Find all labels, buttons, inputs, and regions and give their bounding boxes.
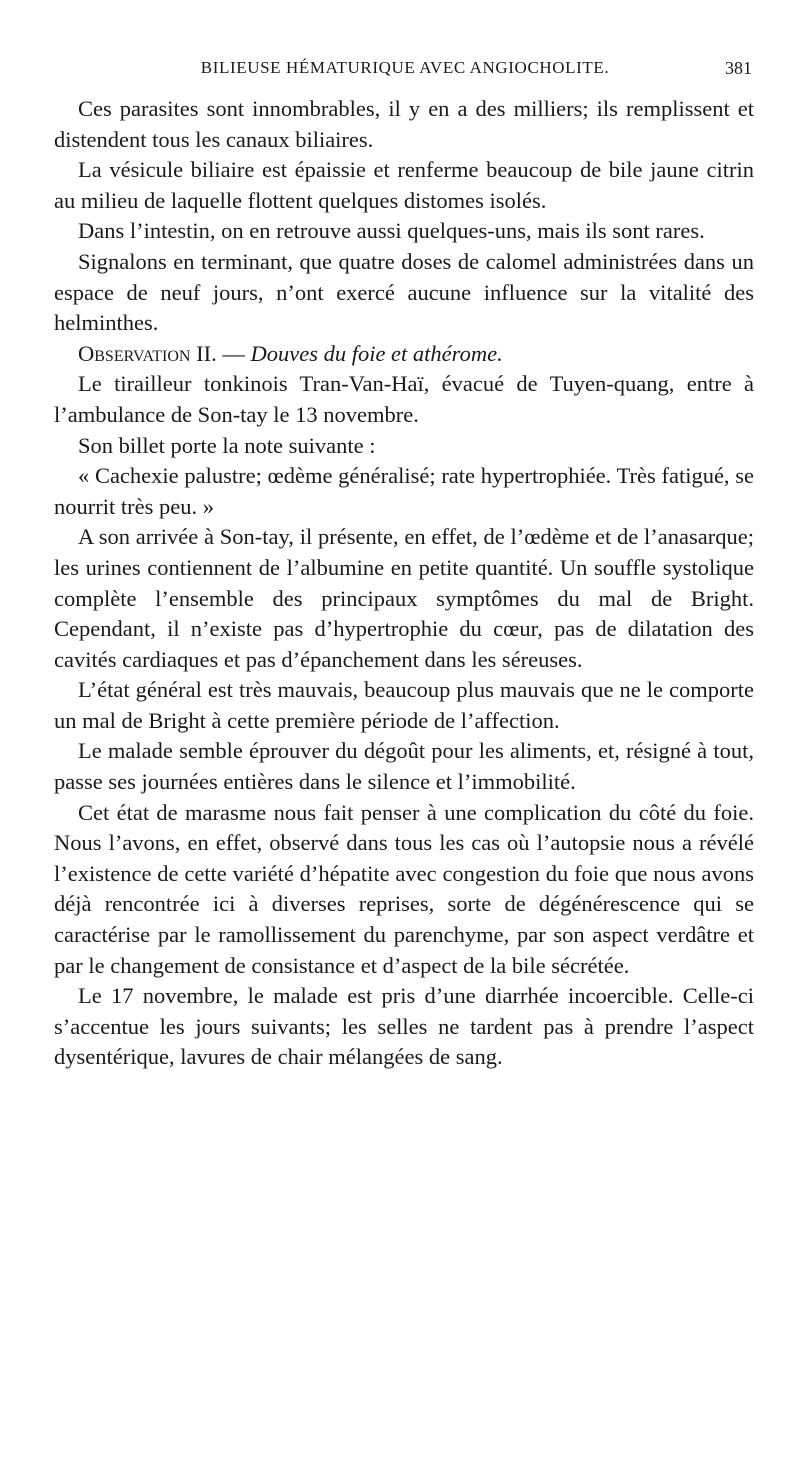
paragraph: Cet état de marasme nous fait penser à une complication du côté du foie. Nous l’avons, en effet, observé dans tous les cas où l’autopsie nous a révélé l’existence de cette variété d’hépatite avec congestion du foie que nous avons déjà rencontrée ici à diverses reprises, sorte de dégénérescence qui se caractérise par le ramollissement du parenchyme, par son aspect verdâtre et par le changement de consistance et d’aspect de la bile sécrétée. (54, 799, 754, 978)
observation-title: Douves du foie et athérome. (250, 340, 503, 366)
paragraph: La vésicule biliaire est épaissie et renferme beaucoup de bile jaune citrin au milieu de laquelle flottent quelques distomes isolés. (54, 157, 754, 213)
observation-number: II. (196, 340, 217, 366)
paragraph: Dans l’intestin, on en retrouve aussi quelques-uns, mais ils sont rares. (78, 218, 705, 244)
paragraph: Son billet porte la note suivante : (78, 432, 376, 458)
body-text (54, 94, 754, 1073)
running-title: BILIEUSE HÉMATURIQUE AVEC ANGIOCHOLITE. (200, 58, 610, 77)
paragraph: Le malade semble éprouver du dégoût pour les aliments, et, résigné à tout, passe ses journées entières dans le silence et l’immobilité. (54, 738, 754, 795)
paragraph: A son arrivée à Son-tay, il présente, en effet, de l’œdème et de l’anasarque; les urines contiennent de l’albumine en petite quantité. Un souffle systolique complète l’ensemble des principaux symptômes du mal de Bright. Cependant, il n’existe pas d’hypertrophie du cœur, pas de dilatation des cavités cardiaques et pas d’épanchement dans les séreuses. (54, 524, 754, 672)
observation-heading (54, 339, 754, 370)
paragraph: Ces parasites sont innombrables, il y en a des milliers; ils remplissent et distendent tous les canaux biliaires. (54, 96, 754, 152)
observation-dash: — (222, 340, 245, 366)
observation-label: Observation (78, 340, 191, 366)
paragraph: « Cachexie palustre; œdème généralisé; rate hypertrophiée. Très fatigué, se nourrit très peu. » (54, 463, 754, 519)
running-header (58, 58, 752, 82)
paragraph: L’état général est très mauvais, beaucoup plus mauvais que ne le comporte un mal de Bright à cette première période de l’affection. (54, 677, 754, 733)
paragraph: Signalons en terminant, que quatre doses de calomel administrées dans un espace de neuf jours, n’ont exercé aucune influence sur la vitalité des helminthes. (54, 248, 754, 336)
paragraph: Le tirailleur tonkinois Tran-Van-Haï, évacué de Tuyen-quang, entre à l’ambulance de Son-tay le 13 novembre. (54, 371, 754, 427)
page-number: 381 (725, 58, 752, 78)
paragraph: Le 17 novembre, le malade est pris d’une diarrhée incoercible. Celle-ci s’accentue les jours suivants; les selles ne tardent pas à prendre l’aspect dysentérique, lavures de chair mélangées de sang. (54, 983, 754, 1070)
